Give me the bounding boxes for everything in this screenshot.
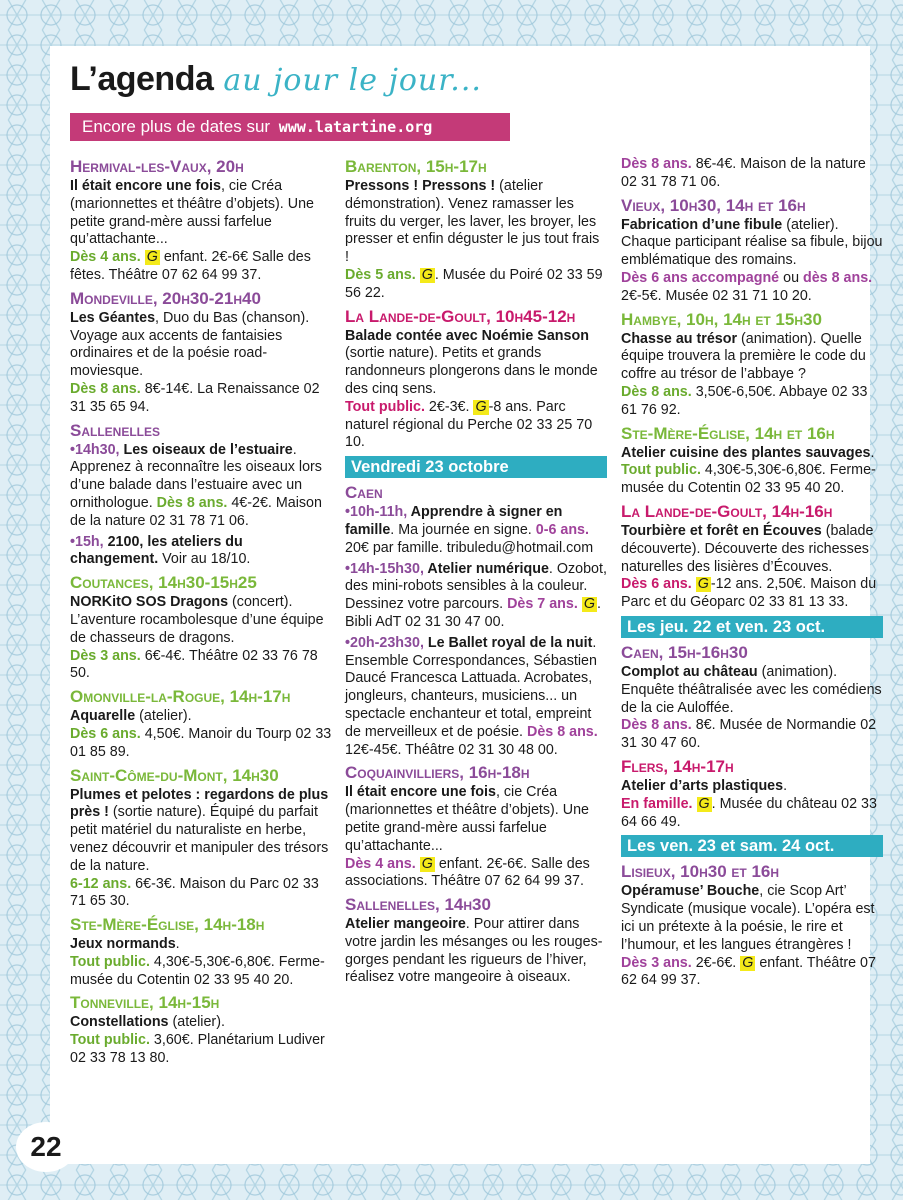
event-body: Aquarelle (atelier). Dès 6 ans. 4,50€. Manoir du Tourp 02 33 01 85 89. (70, 708, 332, 760)
event-title: Atelier d’arts plastiques (621, 777, 784, 794)
event-body: Il était encore une fois, cie Créa (marionnettes et théâtre d’objets). Une petite grand-mère aussi farfelue qu’attachante... Dès 4 ans. G enfant. 2€-6€ Salle des fêtes. Théâtre 07 62 64 99 37. (70, 178, 314, 283)
age-label: Dès 4 ans. (345, 855, 416, 872)
day-header: Les jeu. 22 et ven. 23 oct. (621, 616, 883, 638)
age-label: Dès 6 ans accompagné (621, 269, 780, 286)
event-body: Il était encore une fois, cie Créa (marionnettes et théâtre d’objets). Une petite grand-mère aussi farfelue qu’attachante... Dès 4 ans. G enfant. 2€-6€. Salle des associations. Théâtre 07 62 64 99 37. (345, 784, 590, 890)
free-badge: G (146, 249, 158, 266)
age-label: Dès 8 ans. (621, 717, 692, 734)
event-body: •14h-15h30, Atelier numérique. Ozobot, des mini-robots sensibles à la couleur. Dessinez votre parcours. Dès 7 ans. G . Bibli AdT 02 31 30 47 00. (345, 560, 607, 630)
event-title: Tourbière et forêt en Écouves (621, 522, 822, 539)
day-header: Vendredi 23 octobre (345, 456, 607, 478)
event-location: Ste-Mère-Église, 14h et 16h (621, 423, 835, 443)
age-label: Tout public. (621, 462, 701, 479)
event-location: Hambye, 10h, 14h et 15h30 (621, 309, 822, 329)
age-label: Tout public. (70, 953, 150, 970)
page-number: 22 (16, 1122, 76, 1172)
website-banner (70, 113, 510, 141)
agenda-page (50, 46, 883, 1164)
event-body: Plumes et pelotes : regardons de plus près ! (sortie nature). Équipé du parfait petit matériel du naturaliste en herbe, venez découvrir et manipuler des trésors de la nature. 6-12 ans. 6€-3€. Maison du Parc 02 33 71 65 30. (70, 786, 329, 910)
age-label: Tout public. (70, 1032, 150, 1049)
free-badge: G (421, 266, 433, 283)
event-body: NORKitO SOS Dragons (concert). L’aventure rocambolesque d’une équipe de chasseurs de dragons. Dès 3 ans. 6€-4€. Théâtre 02 33 76 78 50. (70, 594, 324, 682)
event-title: Atelier mangeoire (345, 916, 466, 933)
event-body: Atelier cuisine des plantes sauvages. Tout public. 4,30€-5,30€-6,80€. Ferme-musée du Cotentin 02 33 95 40 20. (621, 444, 876, 497)
age-label: Dès 8 ans. (152, 494, 228, 511)
event-body: Constellations (atelier). Tout public. 3,60€. Planétarium Ludiver 02 33 78 13 80. (70, 1014, 325, 1067)
age-label: Dès 8 ans. (621, 156, 692, 172)
event-location: Coutances, 14h30-15h25 (70, 573, 257, 593)
event-location: La Lande-de-Goult, 14h-16h (621, 501, 833, 521)
event-body: Dès 8 ans. 8€-4€. Maison de la nature 02 31 78 71 06. (621, 156, 866, 190)
event-title: Les oiseaux de l’estuaire (119, 441, 293, 458)
age-label: dès 8 ans. (803, 269, 873, 286)
age-label: Dès 8 ans. (70, 380, 141, 397)
event-title: Chasse au trésor (621, 330, 738, 347)
page-title (70, 60, 482, 99)
age-label: 0-6 ans. (531, 521, 589, 538)
event-body: Tourbière et forêt en Écouves (balade découverte). Découverte des richesses naturelles des lisières d’Écouves. Dès 6 ans. G -12 ans. 2,50€. Maison du Parc et du Géoparc 02 33 81 13 33. (621, 522, 877, 611)
age-label: Dès 4 ans. (70, 249, 141, 266)
event-location: Coquainvilliers, 16h-18h (345, 763, 530, 783)
event-body: •15h, 2100, les ateliers du changement. Voir au 18/10. (70, 533, 251, 568)
event-title: Il était encore une fois (345, 784, 496, 801)
free-badge: G (475, 398, 487, 415)
event-location: Caen, 15h-16h30 (621, 642, 748, 662)
event-body: Chasse au trésor (animation). Quelle équipe trouvera la première le code du coffre au trésor de l’abbaye ? Dès 8 ans. 3,50€-6,50€. Abbaye 02 33 61 76 92. (621, 330, 868, 418)
age-label: Dès 5 ans. (345, 266, 416, 283)
event-body: •10h-11h, Apprendre à signer en famille. Ma journée en signe. 0-6 ans. 20€ par famille. tribuledu@hotmail.com (345, 504, 594, 556)
event-body: •20h-23h30, Le Ballet royal de la nuit. Ensemble Correspondances, Sébastien Daucé Francesca Lattuada. Acrobates, jongleurs, chanteurs, musiciens... un spectacle enchanteur et total, empreint de merveilleux et de poésie. Dès 8 ans. 12€-45€. Théâtre 02 31 30 48 00. (345, 634, 598, 758)
event-body: Atelier d’arts plastiques. En famille. G . Musée du château 02 33 64 66 49. (621, 777, 877, 830)
event-location: Barenton, 15h-17h (345, 157, 487, 176)
event-title: Les Géantes (70, 309, 156, 326)
event-time: •14h30, (70, 441, 120, 458)
event-time: •14h-15h30, (345, 560, 424, 577)
event-location: Sallenelles (70, 420, 161, 440)
event-body: Jeux normands. Tout public. 4,30€-5,30€-6,80€. Ferme-musée du Cotentin 02 33 95 40 20. (70, 936, 325, 988)
event-title: Constellations (70, 1014, 169, 1031)
event-time: •20h-23h30, (345, 634, 424, 651)
title-main: L’agenda (70, 60, 214, 98)
age-label: Dès 6 ans. (621, 576, 692, 593)
event-body: •14h30, Les oiseaux de l’estuaire. Apprenez à reconnaître les oiseaux lors d’une balade dans l’estuaire avec un ornithologue. Dès 8 ans. 4€-2€. Maison de la nature 02 31 78 71 06. (70, 441, 322, 529)
event-title: Atelier cuisine des plantes sauvages (621, 444, 871, 461)
age-label: En famille. (621, 795, 693, 812)
event-location: Mondeville, 20h30-21h40 (70, 288, 261, 308)
event-title: Fabrication d’une fibule (621, 216, 783, 233)
event-title: NORKitO SOS Dragons (70, 594, 229, 611)
age-label: Dès 8 ans. (523, 723, 598, 740)
free-badge: G (697, 576, 709, 593)
day-header: Les ven. 23 et sam. 24 oct. (621, 835, 883, 857)
event-title: Pressons ! Pressons ! (345, 178, 496, 194)
event-title: Il était encore une fois (70, 178, 221, 194)
event-title: Aquarelle (70, 708, 136, 725)
column-3 (621, 156, 883, 993)
event-title: Atelier numérique (423, 560, 549, 577)
event-body: Complot au château (animation). Enquête théâtralisée avec les comédiens de la cie Auloffée. Dès 8 ans. 8€. Musée de Normandie 02 31 30 47 60. (621, 663, 882, 752)
event-title: Plumes et pelotes : regardons de plus près ! (70, 786, 329, 821)
event-title: 2100, les ateliers du changement. (70, 533, 243, 568)
event-body: Balade contée avec Noémie Sanson (sortie nature). Petits et grands randonneurs plongerons dans le monde des cinq sens. Tout public. 2€-3€. G -8 ans. Parc naturel régional du Perche 02 33 25 70 10. (345, 327, 598, 451)
event-title: Apprendre à signer en famille (345, 504, 563, 538)
event-title: Balade contée avec Noémie Sanson (345, 327, 589, 344)
event-time: •15h, (70, 533, 104, 550)
event-location: Lisieux, 10h30 et 16h (621, 862, 780, 882)
column-1 (70, 156, 332, 1071)
event-location: La Lande-de-Goult, 10h45-12h (345, 306, 576, 326)
free-badge: G (698, 795, 710, 812)
free-badge: G (583, 596, 595, 613)
age-label: Dès 7 ans. (503, 596, 578, 613)
free-badge: G (742, 954, 754, 971)
event-location: Omonville-la-Rogue, 14h-17h (70, 687, 291, 707)
age-label: Tout public. (345, 398, 425, 415)
age-label: Dès 3 ans. (70, 647, 141, 664)
event-location: Caen (345, 483, 383, 503)
age-label: Dès 3 ans. (621, 954, 692, 971)
title-script: au jour le jour... (223, 63, 482, 98)
column-2 (345, 156, 607, 990)
event-location: Flers, 14h-17h (621, 756, 734, 776)
event-title: Opéramuse’ Bouche (621, 883, 760, 900)
event-body: Fabrication d’une fibule (atelier). Chaque participant réalise sa fibule, bijou emblématique des romains. Dès 6 ans accompagné ou dès 8 ans. 2€-5€. Musée 02 31 71 10 20. (621, 216, 883, 304)
age-label: 6-12 ans. (70, 875, 132, 892)
event-location: Saint-Côme-du-Mont, 14h30 (70, 765, 279, 785)
event-location: Hermival-les-Vaux, 20h (70, 157, 244, 176)
age-label: Dès 8 ans. (621, 383, 692, 400)
event-body: Opéramuse’ Bouche, cie Scop Art’ Syndicate (musique vocale). L’opéra est ici un prétexte à la poésie, le rire et l’humour, et les langues étrangères ! Dès 3 ans. 2€-6€. G enfant. Théâtre 07 62 64 99 37. (621, 883, 876, 989)
event-body: Atelier mangeoire. Pour attirer dans votre jardin les mésanges ou les rouges-gorges pendant les rigueurs de l’hiver, réalisez votre mangeoire à oiseaux. (345, 916, 603, 986)
event-body: Pressons ! Pressons ! (atelier démonstration). Venez ramasser les fruits du verger, les laver, les broyer, les presser et enfin déguster le jus tout frais ! Dès 5 ans. G . Musée du Poiré 02 33 59 56 22. (345, 178, 603, 301)
age-label: Dès 6 ans. (70, 725, 141, 742)
event-location: Ste-Mère-Église, 14h-18h (70, 915, 265, 935)
event-location: Sallenelles, 14h30 (345, 895, 491, 915)
banner-text: Encore plus de dates sur (82, 117, 271, 136)
event-body: Les Géantes, Duo du Bas (chanson). Voyage aux accents de fantaisies ordinaires et de la poésie road-moviesque. Dès 8 ans. 8€-14€. La Renaissance 02 31 35 65 94. (70, 309, 320, 415)
event-location: Tonneville, 14h-15h (70, 993, 220, 1013)
banner-url-link[interactable]: www.latartine.org (278, 118, 433, 136)
event-time: •10h-11h, (345, 504, 408, 521)
event-title: Le Ballet royal de la nuit (423, 634, 593, 651)
free-badge: G (421, 855, 433, 872)
event-location: Vieux, 10h30, 14h et 16h (621, 195, 806, 215)
event-title: Jeux normands (70, 936, 176, 953)
event-title: Complot au château (621, 663, 758, 680)
